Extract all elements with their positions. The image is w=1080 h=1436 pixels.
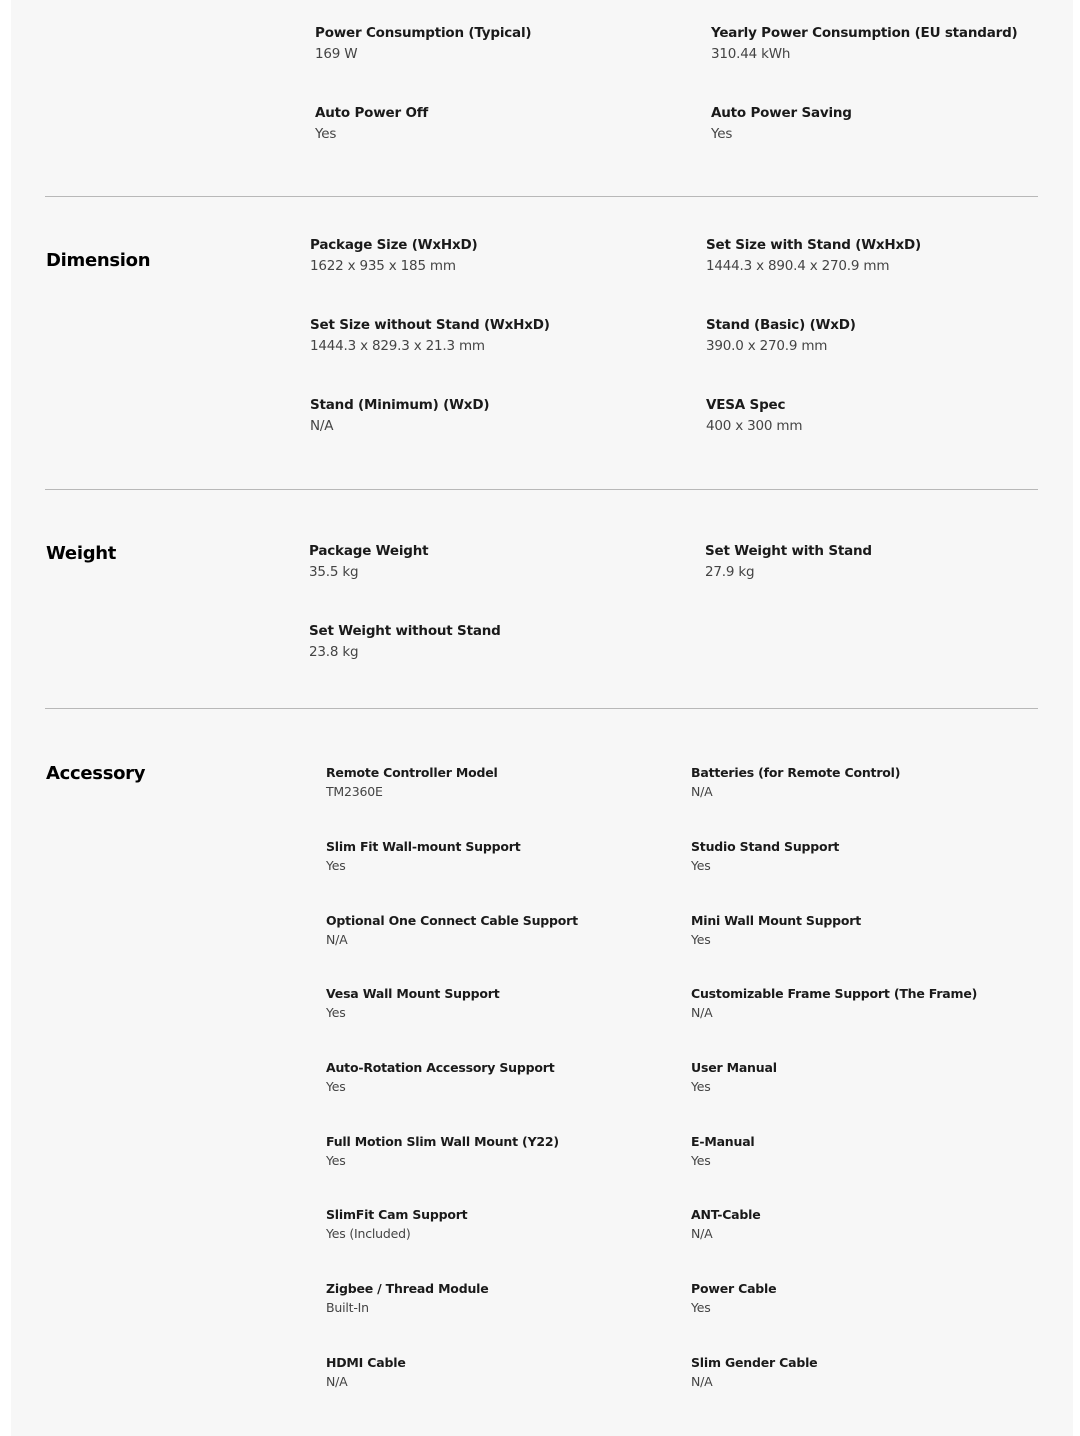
section-title-weight: Weight	[46, 543, 117, 564]
spec-item	[691, 1134, 755, 1168]
spec-label: User Manual	[691, 1060, 777, 1075]
spec-value: 27.9 kg	[705, 564, 755, 580]
spec-label: Vesa Wall Mount Support	[326, 986, 500, 1001]
spec-value: N/A	[326, 1374, 348, 1389]
spec-label: Studio Stand Support	[691, 839, 840, 854]
spec-value: 310.44 kWh	[711, 46, 791, 62]
spec-value: 1622 x 935 x 185 mm	[310, 258, 456, 274]
spec-value: 35.5 kg	[309, 564, 359, 580]
spec-item	[326, 913, 578, 947]
spec-item	[691, 913, 861, 947]
spec-item	[691, 1355, 817, 1389]
spec-value: Yes	[691, 1079, 711, 1094]
spec-label: Auto-Rotation Accessory Support	[326, 1060, 555, 1075]
spec-label: Set Weight without Stand	[309, 623, 501, 639]
spec-label: Optional One Connect Cable Support	[326, 913, 578, 928]
spec-label: Auto Power Saving	[711, 105, 852, 121]
spec-item	[326, 986, 499, 1020]
section-title-accessory: Accessory	[46, 763, 146, 784]
spec-item	[711, 105, 852, 142]
spec-label: Package Weight	[309, 543, 429, 559]
spec-value: 169 W	[315, 46, 358, 62]
spec-item	[326, 1207, 467, 1241]
spec-item	[315, 25, 531, 62]
spec-value: N/A	[691, 1226, 713, 1241]
spec-item	[711, 25, 1018, 62]
spec-value: Yes	[691, 932, 711, 947]
spec-item	[310, 317, 550, 354]
spec-item	[691, 1060, 777, 1094]
spec-label: Remote Controller Model	[326, 765, 498, 780]
spec-label: Batteries (for Remote Control)	[691, 765, 901, 780]
spec-item	[706, 397, 802, 434]
spec-label: Set Weight with Stand	[705, 543, 872, 559]
spec-value: Yes	[326, 1153, 346, 1168]
spec-item	[691, 1207, 761, 1241]
spec-value: N/A	[691, 1005, 713, 1020]
spec-label: Power Consumption (Typical)	[315, 25, 532, 41]
spec-label: Slim Fit Wall-mount Support	[326, 839, 521, 854]
spec-item	[310, 397, 489, 434]
spec-item	[315, 105, 428, 142]
spec-label: SlimFit Cam Support	[326, 1207, 468, 1222]
spec-label: ANT-Cable	[691, 1207, 761, 1222]
spec-label: Mini Wall Mount Support	[691, 913, 862, 928]
spec-value: Yes	[326, 858, 346, 873]
spec-value: 400 x 300 mm	[706, 418, 803, 434]
spec-item	[326, 1281, 489, 1315]
spec-item	[706, 317, 856, 354]
spec-value: N/A	[691, 1374, 713, 1389]
spec-label: VESA Spec	[706, 397, 786, 413]
section-divider	[45, 196, 1038, 197]
spec-label: Set Size without Stand (WxHxD)	[310, 317, 550, 333]
spec-value: Yes	[691, 858, 711, 873]
spec-item	[309, 543, 428, 580]
spec-item	[326, 765, 498, 799]
spec-label: HDMI Cable	[326, 1355, 406, 1370]
spec-item	[326, 1060, 554, 1094]
spec-value: 390.0 x 270.9 mm	[706, 338, 828, 354]
spec-item	[310, 237, 477, 274]
spec-item	[705, 543, 872, 580]
section-divider	[45, 708, 1038, 709]
spec-label: Zigbee / Thread Module	[326, 1281, 489, 1296]
spec-label: Customizable Frame Support (The Frame)	[691, 986, 978, 1001]
spec-value: Yes (Included)	[326, 1226, 411, 1241]
spec-label: Stand (Basic) (WxD)	[706, 317, 856, 333]
spec-value: 1444.3 x 829.3 x 21.3 mm	[310, 338, 485, 354]
spec-label: Yearly Power Consumption (EU standard)	[711, 25, 1018, 41]
spec-value: N/A	[691, 784, 713, 799]
spec-label: Auto Power Off	[315, 105, 429, 121]
spec-item	[691, 839, 839, 873]
spec-item	[691, 1281, 776, 1315]
spec-value: Yes	[326, 1005, 346, 1020]
spec-label: Slim Gender Cable	[691, 1355, 818, 1370]
spec-item	[326, 1355, 406, 1389]
spec-value: 1444.3 x 890.4 x 270.9 mm	[706, 258, 890, 274]
spec-value: Yes	[326, 1079, 346, 1094]
spec-value: Yes	[691, 1153, 711, 1168]
spec-item	[326, 1134, 559, 1168]
spec-value: Yes	[711, 126, 733, 142]
spec-value: Yes	[315, 126, 337, 142]
spec-value: N/A	[326, 932, 348, 947]
spec-value: 23.8 kg	[309, 644, 359, 660]
spec-label: Full Motion Slim Wall Mount (Y22)	[326, 1134, 559, 1149]
spec-label: Stand (Minimum) (WxD)	[310, 397, 490, 413]
spec-label: Power Cable	[691, 1281, 777, 1296]
spec-value: TM2360E	[326, 784, 383, 799]
section-divider	[45, 489, 1038, 490]
spec-item	[691, 765, 900, 799]
spec-item	[309, 623, 501, 660]
spec-item	[691, 986, 977, 1020]
spec-value: Yes	[691, 1300, 711, 1315]
spec-label: E-Manual	[691, 1134, 755, 1149]
spec-value: Built-In	[326, 1300, 369, 1315]
spec-label: Set Size with Stand (WxHxD)	[706, 237, 921, 253]
section-title-dimension: Dimension	[46, 250, 151, 271]
spec-item	[326, 839, 521, 873]
spec-page	[11, 0, 1073, 1436]
spec-item	[706, 237, 921, 274]
spec-value: N/A	[310, 418, 334, 434]
spec-label: Package Size (WxHxD)	[310, 237, 478, 253]
